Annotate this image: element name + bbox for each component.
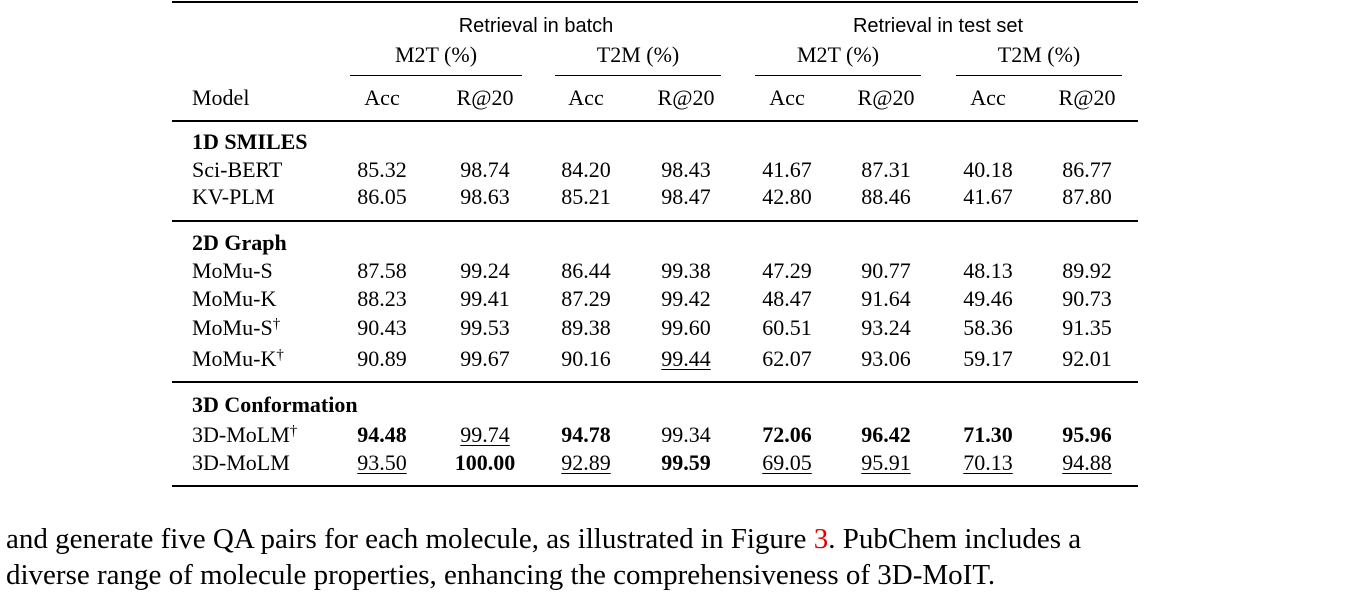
model-label: KV-PLM (192, 184, 275, 209)
dagger-mark: † (276, 347, 284, 363)
subheader-rule-1 (350, 75, 522, 76)
table-cell: 99.67 (460, 346, 510, 371)
column-header-rat20: R@20 (456, 85, 514, 110)
table-cell: 90.43 (357, 315, 407, 340)
section-rule-2 (172, 381, 1138, 383)
header-bottom-rule (172, 120, 1138, 122)
table-cell: 86.44 (561, 258, 611, 283)
model-label: Sci-BERT (192, 157, 283, 182)
table-cell: 42.80 (762, 184, 812, 209)
table-cell: 41.67 (963, 184, 1013, 209)
table-cell: 91.35 (1062, 315, 1112, 340)
table-cell: 99.24 (460, 258, 510, 283)
table-cell: 94.78 (561, 422, 611, 447)
column-header-rat20: R@20 (657, 85, 715, 110)
body-paragraph-line-1 (6, 522, 1081, 556)
table-cell: 91.64 (861, 286, 911, 311)
group-header-testset: Retrieval in test set (852, 15, 1024, 37)
subheader-rule-4 (956, 75, 1122, 76)
table-cell: 72.06 (762, 422, 812, 447)
paragraph-text: and generate five QA pairs for each molecule, as illustrated in Figure (6, 523, 814, 555)
table-cell: 87.80 (1062, 184, 1112, 209)
model-name (192, 286, 276, 312)
table-cell: 98.43 (661, 157, 711, 182)
table-cell: 62.07 (762, 346, 812, 371)
table-cell: 86.77 (1062, 157, 1112, 182)
table-cell: 95.91 (861, 450, 911, 475)
table-cell: 99.60 (661, 315, 711, 340)
subheader-t2m-batch: T2M (%) (596, 42, 680, 67)
table-cell: 48.13 (963, 258, 1013, 283)
figure-reference-link[interactable]: 3 (813, 523, 829, 555)
table-cell: 88.46 (861, 184, 911, 209)
column-header-rat20: R@20 (857, 85, 915, 110)
subheader-m2t-batch: M2T (%) (394, 42, 478, 67)
table-cell: 85.32 (357, 157, 407, 182)
table-cell: 89.92 (1062, 258, 1112, 283)
table-cell: 99.41 (460, 286, 510, 311)
table-cell: 95.96 (1062, 422, 1112, 447)
paragraph-text: . PubChem includes a (828, 523, 1082, 555)
table-cell: 100.00 (454, 450, 516, 475)
model-name (192, 258, 273, 284)
table-cell: 90.77 (861, 258, 911, 283)
table-cell: 47.29 (762, 258, 812, 283)
column-header-rat20: R@20 (1058, 85, 1116, 110)
model-label: MoMu-S (192, 258, 273, 283)
model-label: 3D-MoLM (192, 450, 290, 475)
table-cell: 41.67 (762, 157, 812, 182)
model-label: 3D-MoLM (192, 422, 290, 447)
table-cell: 99.53 (460, 315, 510, 340)
table-cell: 49.46 (963, 286, 1013, 311)
table-cell: 40.18 (963, 157, 1013, 182)
column-header-acc: Acc (970, 85, 1006, 110)
column-header-acc: Acc (568, 85, 604, 110)
table-cell: 90.16 (561, 346, 611, 371)
model-label: MoMu-K (192, 346, 277, 371)
table-cell: 58.36 (963, 315, 1013, 340)
table-cell: 84.20 (561, 157, 611, 182)
table-cell: 87.29 (561, 286, 611, 311)
table-cell: 99.34 (661, 422, 711, 447)
table-cell: 70.13 (963, 450, 1013, 475)
section-title: 2D Graph (192, 230, 287, 255)
subheader-m2t-test: M2T (%) (796, 42, 880, 67)
column-header-model: Model (192, 85, 250, 110)
table-cell: 86.05 (357, 184, 407, 209)
subheader-t2m-test: T2M (%) (997, 42, 1081, 67)
table-cell: 48.47 (762, 286, 812, 311)
table-cell: 99.44 (661, 346, 711, 371)
table-cell: 99.38 (661, 258, 711, 283)
table-cell: 98.74 (460, 157, 510, 182)
dagger-mark: † (289, 423, 298, 439)
table-cell: 88.23 (357, 286, 407, 311)
table-cell: 69.05 (762, 450, 812, 475)
section-title: 1D SMILES (192, 129, 308, 154)
model-label: MoMu-S (192, 315, 273, 340)
table-cell: 93.50 (357, 450, 407, 475)
model-name (192, 315, 280, 341)
model-name (192, 450, 290, 476)
table-cell: 96.42 (861, 422, 911, 447)
table-cell: 60.51 (762, 315, 812, 340)
table-cell: 99.59 (661, 450, 711, 475)
section-rule-1 (172, 220, 1138, 222)
table-cell: 89.38 (561, 315, 611, 340)
subheader-rule-3 (755, 75, 921, 76)
table-cell: 94.48 (357, 422, 407, 447)
table-cell: 93.06 (861, 346, 911, 371)
section-title: 3D Conformation (192, 392, 358, 417)
column-header-acc: Acc (364, 85, 400, 110)
table-cell: 94.88 (1062, 450, 1112, 475)
table-cell: 98.63 (460, 184, 510, 209)
subheader-rule-2 (555, 75, 721, 76)
table-cell: 90.73 (1062, 286, 1112, 311)
table-cell: 71.30 (963, 422, 1013, 447)
table-cell: 99.42 (661, 286, 711, 311)
table-cell: 98.47 (661, 184, 711, 209)
table-cell: 92.01 (1062, 346, 1112, 371)
model-name (192, 184, 274, 210)
group-header-batch: Retrieval in batch (458, 15, 614, 37)
model-name (192, 422, 297, 448)
table-bottom-rule (172, 485, 1138, 487)
table-top-rule (172, 1, 1138, 3)
table-cell: 92.89 (561, 450, 611, 475)
body-paragraph-line-2: diverse range of molecule properties, enhancing the comprehensiveness of 3D-MoIT. (6, 559, 996, 591)
model-name (192, 157, 282, 183)
table-cell: 87.31 (861, 157, 911, 182)
model-name (192, 346, 284, 372)
table-cell: 87.58 (357, 258, 407, 283)
table-cell: 99.74 (460, 422, 510, 447)
table-cell: 59.17 (963, 346, 1013, 371)
model-label: MoMu-K (192, 286, 277, 311)
table-cell: 93.24 (861, 315, 911, 340)
column-header-acc: Acc (769, 85, 805, 110)
dagger-mark: † (272, 316, 281, 332)
table-cell: 85.21 (561, 184, 611, 209)
table-cell: 90.89 (357, 346, 407, 371)
